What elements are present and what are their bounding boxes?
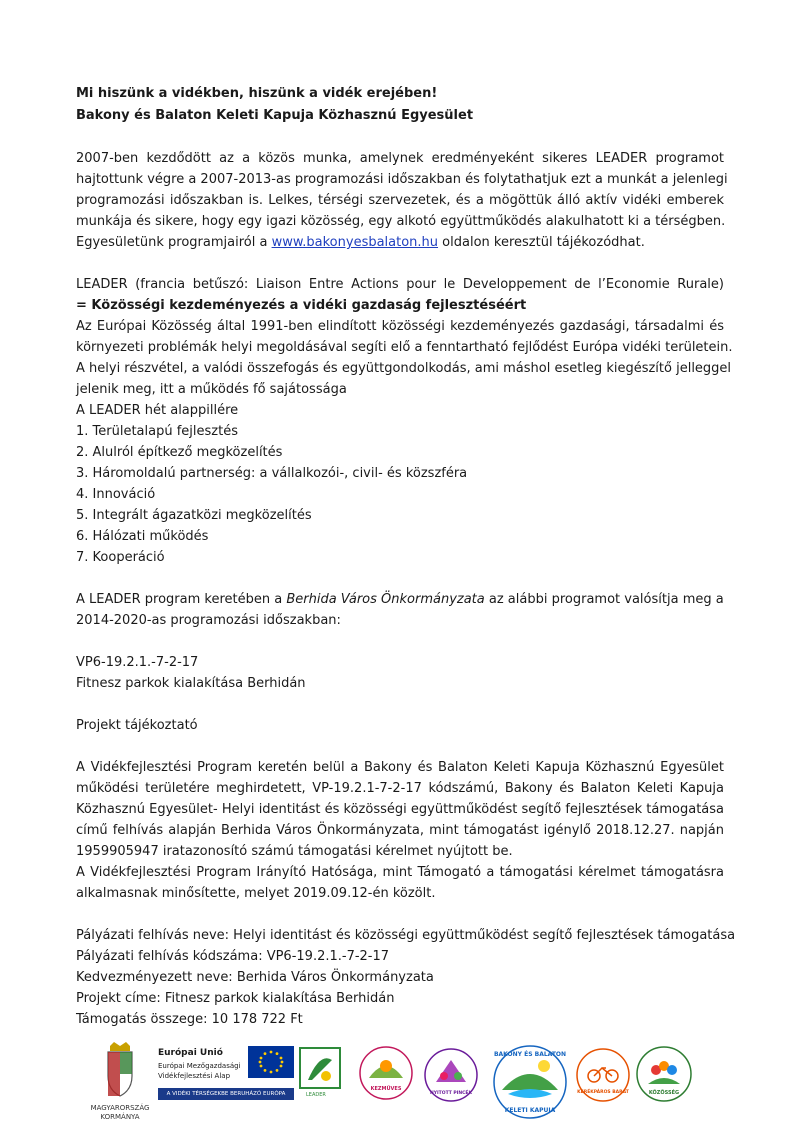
- project-heading: Projekt tájékoztató: [76, 718, 198, 733]
- pillar-item: 5. Integrált ágazatközi megközelítés: [76, 508, 312, 523]
- badge-kozosseg: [634, 1044, 694, 1104]
- pillar-item: 4. Innováció: [76, 487, 156, 502]
- gov-line-1: MAGYARORSZÁG: [90, 1104, 150, 1112]
- badge-nyitott-pincek: [422, 1046, 480, 1104]
- eu-banner: A VIDÉKI TÉRSÉGEKBE BERUHÁZÓ EURÓPA: [158, 1088, 294, 1100]
- sponsor-logos: [60, 1038, 750, 1128]
- organization-name: Bakony és Balaton Keleti Kapuja Közhasznú Egyesület: [76, 108, 474, 123]
- intro-line-3: programozási időszakban is. Lelkes, térségi szervezetek, és a mögöttük álló aktív vidéki emberek: [76, 193, 724, 208]
- leader-subtitle: = Közösségi kezdeményezés a vidéki gazdaság fejlesztéséért: [76, 298, 527, 313]
- program-intro-line-2: 2014-2020-as programozási időszakban:: [76, 613, 341, 628]
- pillar-item: 7. Kooperáció: [76, 550, 165, 565]
- leader-desc-2: környezeti problémák helyi megoldásával segíti elő a fenntartható fejlődést Európa vidéki területein.: [76, 340, 733, 355]
- eu-flag-icon: [248, 1046, 294, 1078]
- badge-kezmuves: [357, 1044, 415, 1102]
- program-prefix: A LEADER program keretében a: [76, 592, 287, 607]
- badge2-text: NYITOTT PINCÉK: [429, 1091, 473, 1096]
- leader-logo: [298, 1046, 342, 1100]
- project-para2-line: A Vidékfejlesztési Program Irányító Hatósága, mint Támogató a támogatási kérelmet támogatásra: [76, 865, 724, 880]
- detail-call-name: Pályázati felhívás neve: Helyi identitást és közösségi együttműködést segítő fejlesztések támogatása: [76, 928, 736, 943]
- detail-call-code: Pályázati felhívás kódszáma: VP6-19.2.1.-7-2-17: [76, 949, 390, 964]
- pillar-item: 1. Területalapú fejlesztés: [76, 424, 238, 439]
- leader-desc-1: Az Európai Közösség által 1991-ben elindított közösségi kezdeményezés gazdasági, társadalmi és: [76, 319, 724, 334]
- project-para-line: A Vidékfejlesztési Program keretén belül a Bakony és Balaton Keleti Kapuja Közhasznú Egyesület: [76, 760, 724, 775]
- hungarian-government-logo: [80, 1038, 160, 1128]
- leader-desc-3: A helyi részvétel, a valódi összefogás és együttgondolkodás, ami máshol esetleg kiegészítő jelleggel: [76, 361, 732, 376]
- website-link[interactable]: www.bakonyesbalaton.hu: [271, 235, 439, 250]
- leader-desc-4: jelenik meg, itt a működés fő sajátossága: [76, 382, 347, 397]
- intro-line-2: hajtottunk végre a 2007-2013-as programozási időszakban és folytathatjuk ezt a munkát a jelenlegi: [76, 172, 728, 187]
- program-intro-line-1: [76, 591, 724, 608]
- intro-line-1: 2007-ben kezdődött az a közös munka, amelynek eredményeként sikeres LEADER programot: [76, 151, 724, 166]
- program-title: Fitnesz parkok kialakítása Berhidán: [76, 676, 306, 691]
- badge5-text: KÖZÖSSÉG: [648, 1090, 680, 1096]
- badge-bakony-balaton: [492, 1038, 568, 1126]
- detail-amount: Támogatás összege: 10 178 722 Ft: [76, 1012, 303, 1027]
- detail-project-title: Projekt címe: Fitnesz parkok kialakítása Berhidán: [76, 991, 395, 1006]
- pillar-item: 6. Hálózati működés: [76, 529, 209, 544]
- motto: Mi hiszünk a vidékben, hiszünk a vidék erejében!: [76, 86, 438, 101]
- badge-main-line2: KELETI KAPUJA: [504, 1107, 556, 1114]
- project-para-last: 1959905947 iratazonosító számú támogatási kérelmet nyújtott be.: [76, 844, 513, 859]
- project-para-line: működési területére meghirdetett, VP-19.2.1-7-2-17 kódszámú, Bakony és Balaton Keleti Kapuja: [76, 781, 724, 796]
- program-suffix: az alábbi programot valósítja meg a: [484, 592, 724, 607]
- eu-sub-2: Vidékfejlesztési Alap: [158, 1072, 231, 1080]
- intro-last-suffix: oldalon keresztül tájékozódhat.: [438, 235, 645, 250]
- leader-label: LEADER: [306, 1092, 326, 1098]
- badge-main-line1: BAKONY ÉS BALATON: [493, 1051, 567, 1058]
- leader-definition: LEADER (francia betűszó: Liaison Entre Actions pour le Developpement de l’Economie Rurale): [76, 277, 724, 292]
- project-para2-last: alkalmasnak minősítette, melyet 2019.09.12-én közölt.: [76, 886, 436, 901]
- eu-title: Európai Unió: [158, 1048, 223, 1058]
- project-para-line: Közhasznú Egyesület- Helyi identitást és közösségi együttműködést segítő fejlesztések támogatása: [76, 802, 724, 817]
- project-para-line: című felhívás alapján Berhida Város Önkormányzata, mint támogatást igénylő 2018.12.27. napján: [76, 823, 724, 838]
- badge4-text: KERÉKPÁROS BARÁT: [577, 1090, 629, 1095]
- intro-last-line: [76, 234, 645, 251]
- crown-icon: [110, 1042, 130, 1051]
- pillars-title: A LEADER hét alappillére: [76, 403, 239, 418]
- gov-line-2: KORMÁNYA: [100, 1113, 140, 1121]
- program-code: VP6-19.2.1.-7-2-17: [76, 655, 199, 670]
- beneficiary-name-italic: Berhida Város Önkormányzata: [286, 592, 485, 607]
- pillar-item: 2. Alulról építkező megközelítés: [76, 445, 283, 460]
- badge1-text: KEZMŰVES: [370, 1086, 402, 1092]
- intro-line-4: munkája és sikere, hogy egy igazi közösség, egy alkotó együttműködés alakulhatott ki a térségben.: [76, 214, 726, 229]
- pillar-item: 3. Háromoldalú partnerség: a vállalkozói-, civil- és közszféra: [76, 466, 468, 481]
- badge-kerekparos: [574, 1046, 632, 1104]
- detail-beneficiary: Kedvezményezett neve: Berhida Város Önkormányzata: [76, 970, 434, 985]
- intro-last-prefix: Egyesületünk programjairól a: [76, 235, 272, 250]
- eu-sub-1: Európai Mezőgazdasági: [158, 1062, 241, 1070]
